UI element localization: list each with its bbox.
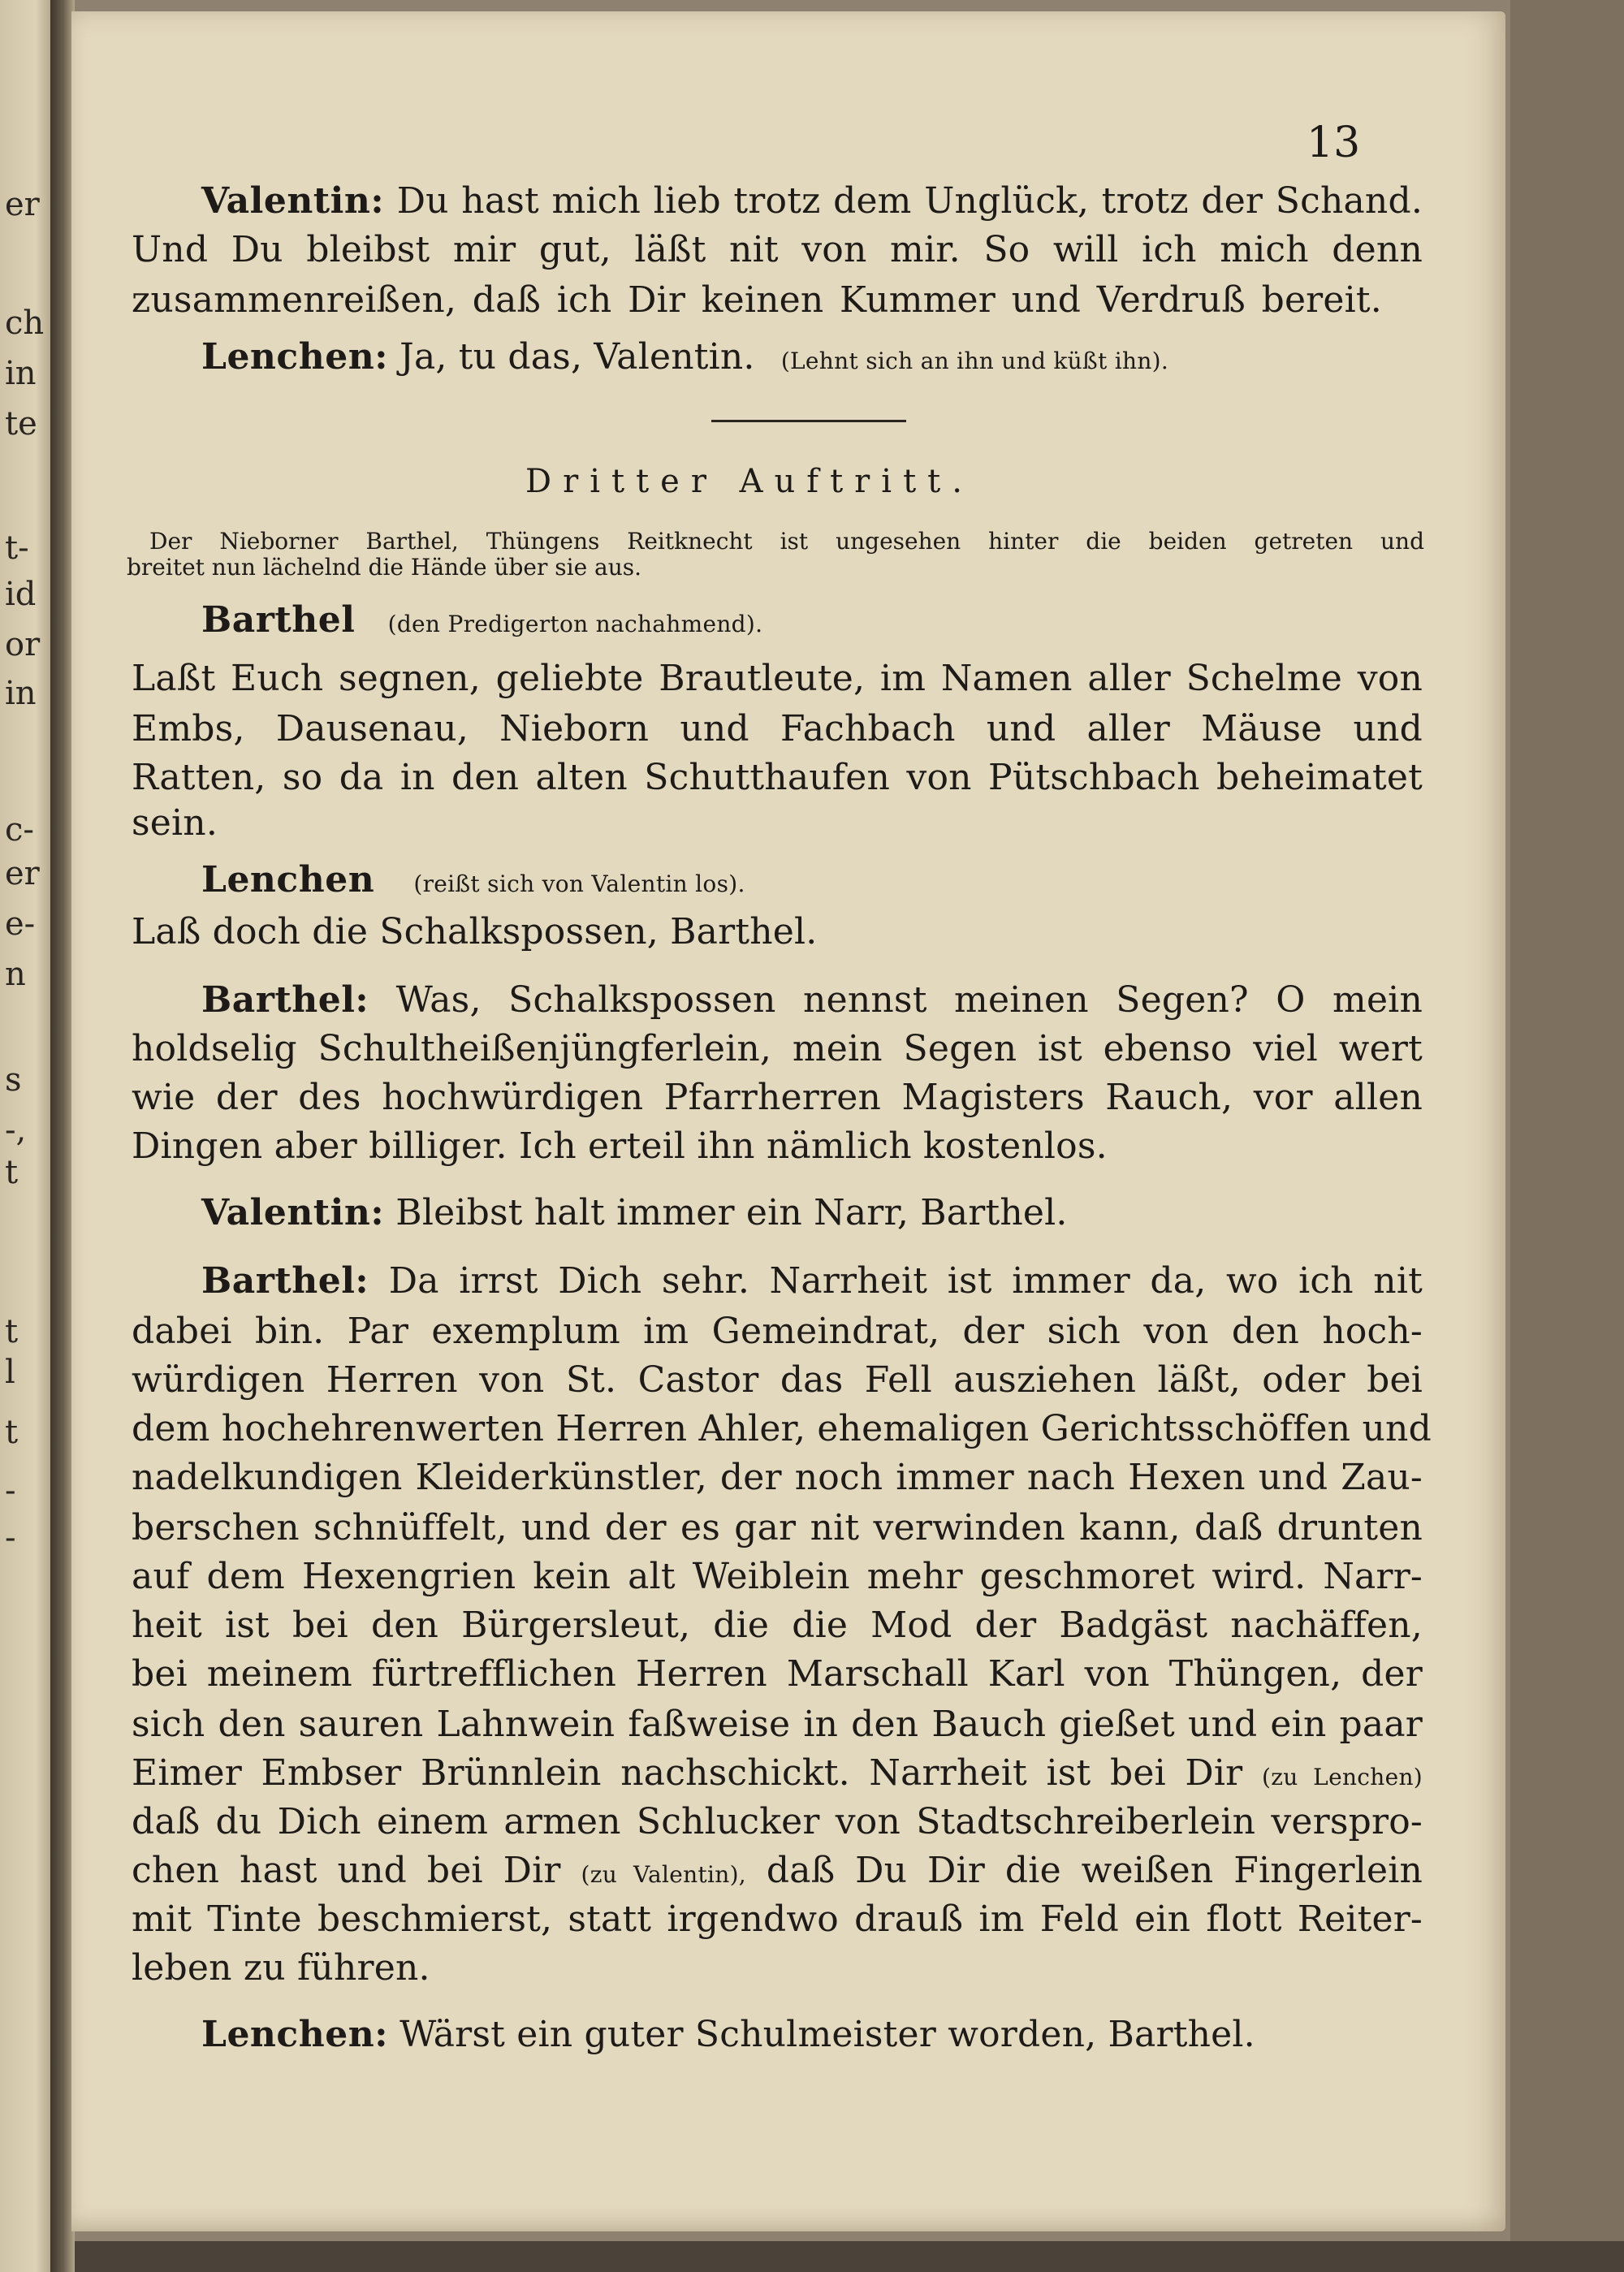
dialogue-line: dem hochehrenwerten Herren Ahler, ehemaligen Gerichtsschöffen und bbox=[132, 1408, 1432, 1449]
speaker-name: Lenchen: bbox=[201, 336, 388, 378]
facing-page-strip bbox=[0, 0, 50, 2272]
dialogue-line bbox=[201, 1192, 1068, 1233]
speaker-name: Barthel: bbox=[201, 979, 369, 1021]
scene-direction-line: breitet nun lächelnd die Hände über sie aus. bbox=[127, 554, 642, 581]
dialogue-text: Eimer Embser Brünnlein nachschickt. Narrheit ist bei Dir bbox=[132, 1752, 1243, 1794]
speaker-heading bbox=[201, 599, 762, 641]
stage-direction: (reißt sich von Valentin los). bbox=[413, 870, 745, 897]
scanner-background-bottom bbox=[0, 2241, 1624, 2272]
dialogue-line: nadelkundigen Kleiderkünstler, der noch immer nach Hexen und Zau- bbox=[132, 1457, 1423, 1498]
dialogue-line bbox=[132, 979, 1423, 1021]
dialogue-line: bei meinem fürtrefflichen Herren Marschall Karl von Thüngen, der bbox=[132, 1653, 1423, 1695]
dialogue-text: Was, Schalkspossen nennst meinen Segen? O mein bbox=[395, 979, 1423, 1021]
facing-page-fragment: - bbox=[5, 1519, 16, 1557]
dialogue-line: sich den sauren Lahnwein faßweise in den Bauch gießet und ein paar bbox=[132, 1704, 1423, 1745]
speaker-name: Valentin: bbox=[201, 1192, 385, 1233]
dialogue-line bbox=[201, 2014, 1255, 2055]
stage-direction: (zu Valentin), bbox=[581, 1861, 746, 1888]
speaker-name: Barthel: bbox=[201, 1260, 369, 1302]
scanner-background-right bbox=[1510, 0, 1624, 2272]
dialogue-line: auf dem Hexengrien kein alt Weiblein mehr geschmoret wird. Narr- bbox=[132, 1556, 1423, 1597]
dialogue-line: mit Tinte beschmierst, statt irgendwo drauß im Feld ein flott Reiter- bbox=[132, 1898, 1423, 1940]
speaker-name: Valentin: bbox=[201, 180, 385, 222]
dialogue-line: daß du Dich einem armen Schlucker von Stadtschreiberlein verspro- bbox=[132, 1801, 1423, 1842]
facing-page-fragment: or bbox=[5, 626, 41, 663]
dialogue-line: sein. bbox=[132, 802, 218, 844]
dialogue-line bbox=[201, 336, 1168, 378]
section-divider bbox=[711, 420, 906, 422]
facing-page-fragment: s bbox=[5, 1061, 22, 1099]
facing-page-fragment: er bbox=[5, 855, 40, 892]
dialogue-text: daß Du Dir die weißen Fingerlein bbox=[766, 1850, 1423, 1891]
book-page bbox=[71, 11, 1505, 2231]
dialogue-line: dabei bin. Par exemplum im Gemeindrat, der sich von den hoch- bbox=[132, 1311, 1423, 1352]
facing-page-fragment: ch bbox=[5, 305, 45, 342]
scene-direction-line: Der Nieborner Barthel, Thüngens Reitknecht ist ungesehen hinter die beiden getreten und bbox=[149, 528, 1424, 555]
stage-direction: (zu Lenchen) bbox=[1261, 1764, 1423, 1790]
dialogue-line: Laßt Euch segnen, geliebte Brautleute, im Namen aller Schelme von bbox=[132, 658, 1423, 699]
facing-page-fragment: c- bbox=[5, 811, 34, 849]
dialogue-text: Ja, tu das, Valentin. bbox=[400, 336, 755, 378]
facing-page-fragment: id bbox=[5, 576, 37, 613]
speaker-name: Barthel bbox=[201, 599, 356, 641]
facing-page-fragment: t bbox=[5, 1313, 19, 1350]
facing-page-fragment: n bbox=[5, 956, 26, 993]
facing-page-fragment: te bbox=[5, 405, 37, 443]
dialogue-line: Ratten, so da in den alten Schutthaufen von Pütschbach beheimatet bbox=[132, 757, 1423, 798]
facing-page-fragment: er bbox=[5, 186, 40, 223]
dialogue-line bbox=[132, 1260, 1423, 1302]
dialogue-line: heit ist bei den Bürgersleut, die die Mod der Badgäst nachäffen, bbox=[132, 1605, 1423, 1646]
facing-page-fragment: e- bbox=[5, 905, 36, 943]
facing-page-fragment: t- bbox=[5, 529, 29, 567]
dialogue-line: holdselig Schultheißenjüngferlein, mein Segen ist ebenso viel wert bbox=[132, 1028, 1423, 1069]
page-number: 13 bbox=[1307, 119, 1361, 167]
dialogue-text: Wärst ein guter Schulmeister worden, Barthel. bbox=[400, 2014, 1255, 2055]
dialogue-text: Bleibst halt immer ein Narr, Barthel. bbox=[395, 1192, 1068, 1233]
dialogue-line: würdigen Herren von St. Castor das Fell ausziehen läßt, oder bei bbox=[132, 1359, 1423, 1401]
dialogue-line: Embs, Dausenau, Nieborn und Fachbach und aller Mäuse und bbox=[132, 708, 1423, 749]
stage-direction: (den Predigerton nachahmend). bbox=[387, 611, 763, 637]
dialogue-line: Dingen aber billiger. Ich erteil ihn nämlich kostenlos. bbox=[132, 1125, 1108, 1167]
speaker-heading bbox=[201, 859, 745, 901]
facing-page-fragment: in bbox=[5, 355, 37, 392]
facing-page-fragment: l bbox=[5, 1354, 15, 1391]
facing-page-fragment: t bbox=[5, 1154, 19, 1191]
dialogue-line: Und Du bleibst mir gut, läßt nit von mir. So will ich mich denn bbox=[132, 229, 1423, 270]
dialogue-text: Du hast mich lieb trotz dem Unglück, trotz der Schand. bbox=[396, 180, 1423, 222]
dialogue-line: wie der des hochwürdigen Pfarrherren Magisters Rauch, vor allen bbox=[132, 1077, 1423, 1118]
scene-title: Dritter Auftritt. bbox=[525, 463, 974, 500]
stage-direction: (Lehnt sich an ihn und küßt ihn). bbox=[780, 348, 1169, 374]
speaker-name: Lenchen bbox=[201, 859, 375, 901]
dialogue-line bbox=[132, 180, 1423, 222]
dialogue-text: Da irrst Dich sehr. Narrheit ist immer da, wo ich nit bbox=[388, 1260, 1423, 1302]
dialogue-text: chen hast und bei Dir bbox=[132, 1850, 561, 1891]
facing-page-fragment: -, bbox=[5, 1112, 27, 1149]
dialogue-line: leben zu führen. bbox=[132, 1947, 430, 1989]
dialogue-line: berschen schnüffelt, und der es gar nit verwinden kann, daß drunten bbox=[132, 1507, 1423, 1549]
facing-page-fragment: t bbox=[5, 1414, 19, 1451]
dialogue-line bbox=[132, 1752, 1423, 1794]
facing-page-fragment: - bbox=[5, 1472, 16, 1510]
dialogue-line bbox=[132, 1850, 1423, 1891]
facing-page-fragment: in bbox=[5, 675, 37, 712]
dialogue-line: zusammenreißen, daß ich Dir keinen Kummer und Verdruß bereit. bbox=[132, 279, 1382, 321]
dialogue-line: Laß doch die Schalkspossen, Barthel. bbox=[132, 911, 818, 952]
speaker-name: Lenchen: bbox=[201, 2014, 388, 2055]
